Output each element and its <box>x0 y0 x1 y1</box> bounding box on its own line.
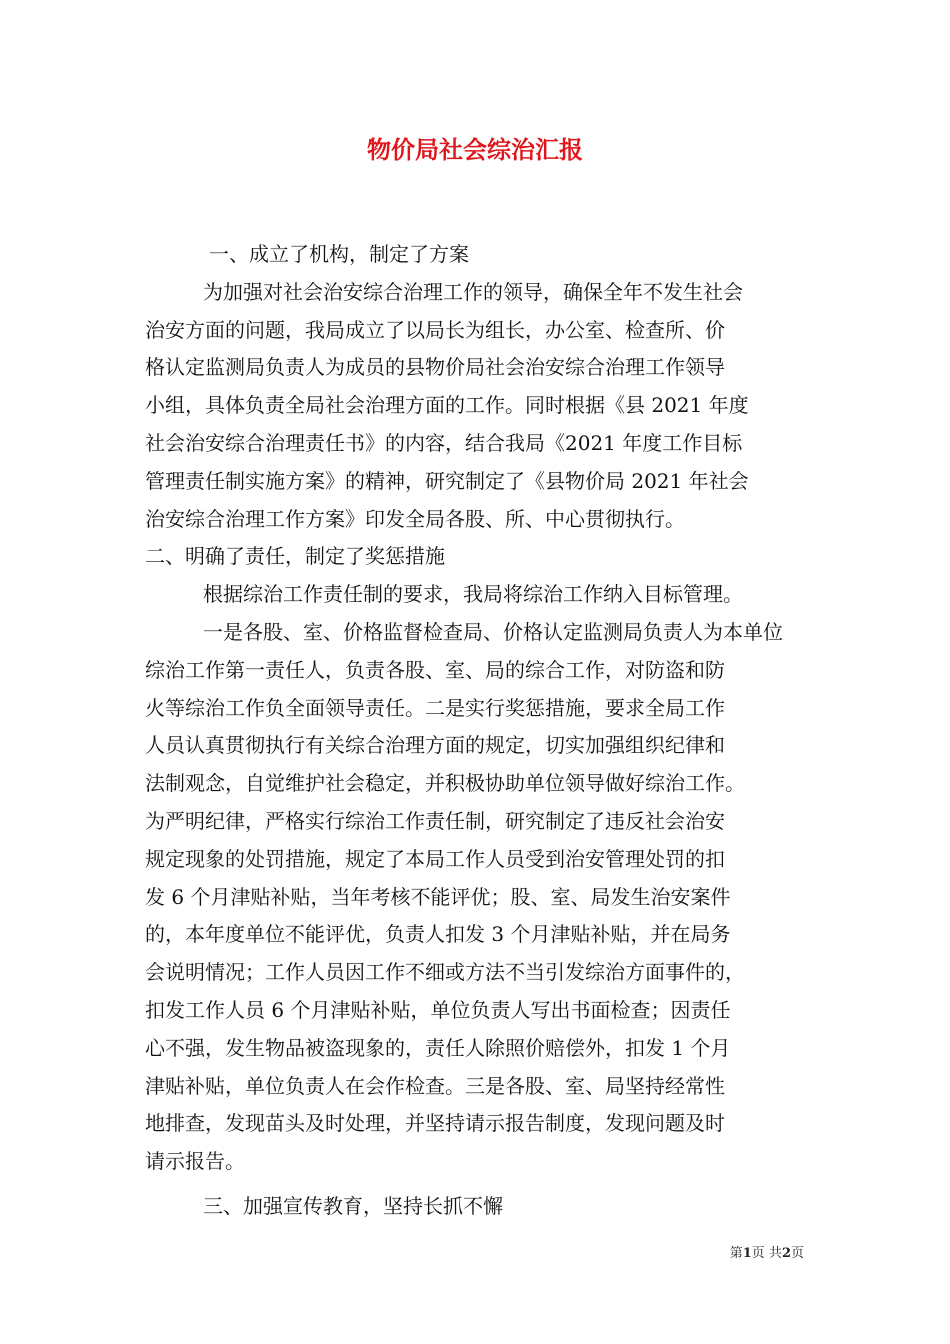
paragraph-line: 心不强，发生物品被盗现象的，责任人除照价赔偿外，扣发 1 个月 <box>145 1035 731 1060</box>
section-heading-2: 根据综治工作责任制的要求，我局将综治工作纳入目标管理。 <box>203 582 743 607</box>
paragraph-line: 人员认真贯彻执行有关综合治理方面的规定，切实加强组织纪律和 <box>145 733 725 758</box>
paragraph-line: 治安综合治理工作方案》印发全局各股、所、中心贯彻执行。 <box>145 506 685 531</box>
paragraph-line: 小组，具体负责全局社会治理方面的工作。同时根据《县 2021 年度 <box>145 393 749 418</box>
section-heading-3: 三、加强宣传教育，坚持长抓不懈 <box>203 1193 503 1218</box>
page-middle: 页 共 <box>751 1246 782 1261</box>
paragraph-line: 规定现象的处罚措施，规定了本局工作人员受到治安管理处罚的扣 <box>145 846 725 871</box>
document-title: 物价局社会综治汇报 <box>367 135 583 164</box>
paragraph-line: 为加强对社会治安综合治理工作的领导，确保全年不发生社会 <box>203 279 743 304</box>
section-heading-1: 一、成立了机构，制定了方案 <box>209 242 469 266</box>
paragraph-line: 津贴补贴，单位负责人在会作检查。三是各股、室、局坚持经常性 <box>145 1073 725 1098</box>
paragraph-line: 管理责任制实施方案》的精神，研究制定了《县物价局 2021 年社会 <box>145 468 749 493</box>
total-page-number: 2 <box>781 1246 791 1261</box>
paragraph-line: 火等综治工作负全面领导责任。二是实行奖惩措施，要求全局工作 <box>145 695 725 720</box>
paragraph-line: 的，本年度单位不能评优，负责人扣发 3 个月津贴补贴，并在局务 <box>145 922 731 947</box>
paragraph-line: 社会治安综合治理责任书》的内容，结合我局《2021 年度工作目标 <box>145 430 743 455</box>
page-number-footer <box>730 1245 804 1263</box>
paragraph-line: 请示报告。 <box>145 1149 245 1174</box>
paragraph-line: 法制观念，自觉维护社会稳定，并积极协助单位领导做好综治工作。 <box>145 771 745 796</box>
paragraph-line: 会说明情况；工作人员因工作不细或方法不当引发综治方面事件的， <box>145 960 745 985</box>
paragraph-line: 治安方面的问题，我局成立了以局长为组长，办公室、检查所、价 <box>145 317 725 342</box>
paragraph-line: 综治工作第一责任人，负责各股、室、局的综合工作，对防盗和防 <box>145 657 725 682</box>
paragraph-line: 发 6 个月津贴补贴，当年考核不能评优；股、室、局发生治安案件 <box>145 884 731 909</box>
paragraph-line: 一是各股、室、价格监督检查局、价格认定监测局负责人为本单位 <box>203 619 783 644</box>
paragraph-line: 二、明确了责任，制定了奖惩措施 <box>145 544 445 569</box>
page-suffix: 页 <box>790 1246 804 1261</box>
current-page-number: 1 <box>742 1246 752 1261</box>
paragraph-line: 为严明纪律，严格实行综治工作责任制，研究制定了违反社会治安 <box>145 808 725 833</box>
paragraph-line: 地排查，发现苗头及时处理，并坚持请示报告制度，发现问题及时 <box>145 1111 725 1136</box>
document-body <box>145 236 809 1226</box>
page-prefix: 第 <box>729 1246 743 1261</box>
paragraph-line: 扣发工作人员 6 个月津贴补贴，单位负责人写出书面检查；因责任 <box>145 997 731 1022</box>
paragraph-line: 格认定监测局负责人为成员的县物价局社会治安综合治理工作领导 <box>145 355 725 380</box>
